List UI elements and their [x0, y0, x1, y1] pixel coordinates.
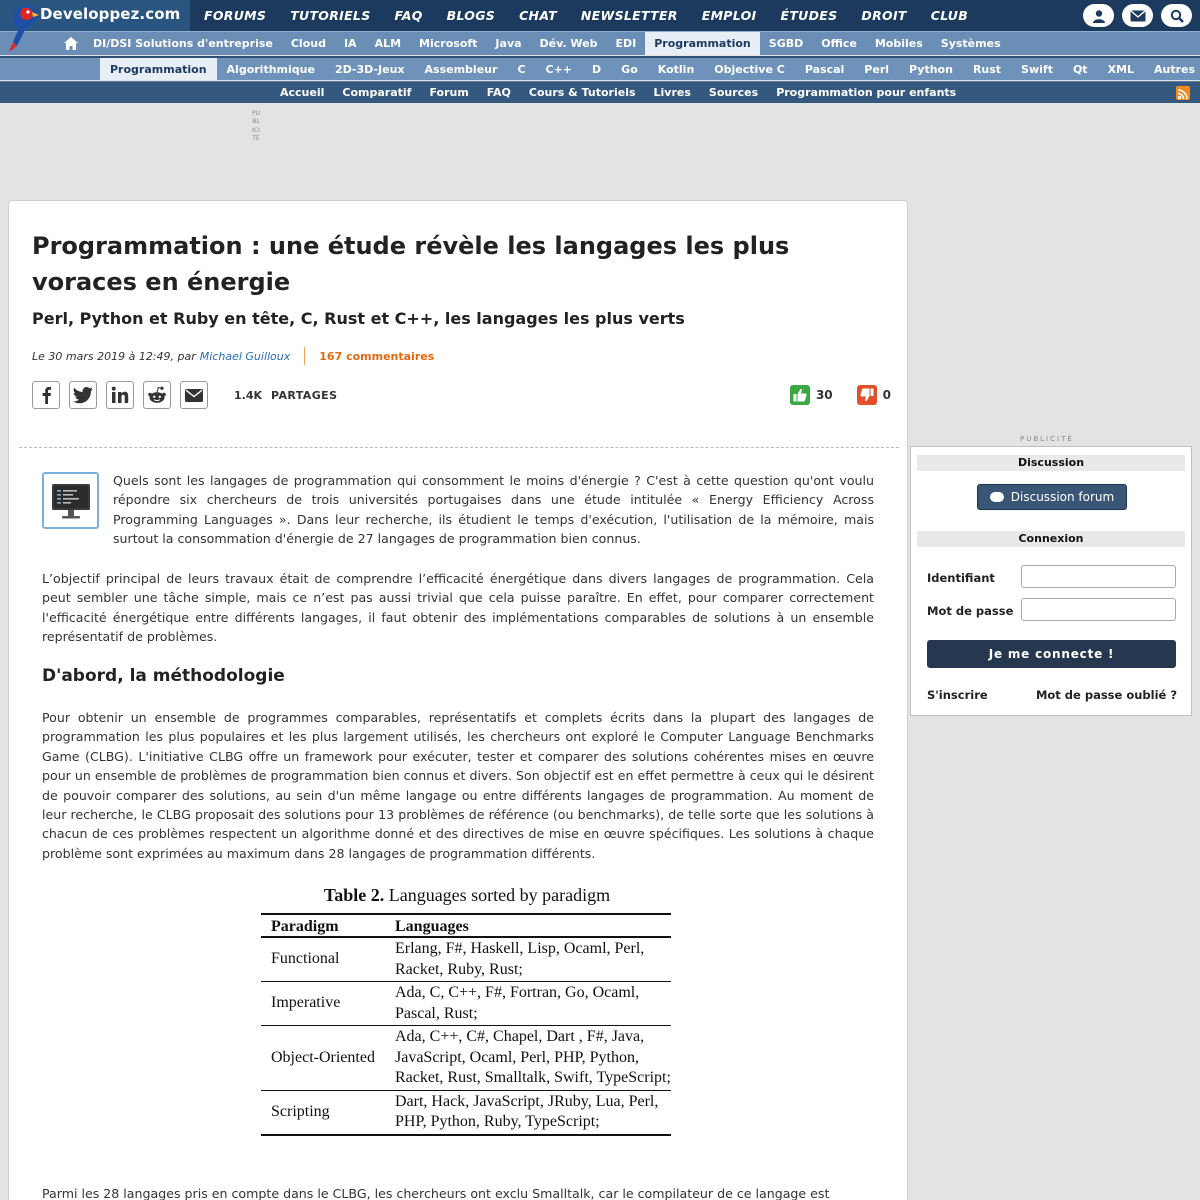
nav-section-forum[interactable]: Forum — [429, 86, 469, 99]
nav-category-edi[interactable]: EDI — [615, 37, 637, 50]
comments-link[interactable]: 167 commentaires — [319, 349, 435, 363]
identifiant-label: Identifiant — [927, 571, 995, 585]
nav-category-alm[interactable]: ALM — [374, 37, 402, 50]
reddit-share-button[interactable] — [143, 381, 171, 409]
sidebar-panel — [910, 446, 1192, 716]
article-paragraph: Pour obtenir un ensemble de programmes comparables, représentatifs et complets écrits dans la plupart des langages de programmation les plus populaires et les plus largement utilisés, les chercheurs ont exploré le Computer Language Benchmarks Game (CLBG). L'initiative CLBG offre un framework pour exécuter, tester et comparer des solutions cohérentes mises en œuvre pour un ensemble de problèmes de programmation bien connus et divers. Son objectif est en effet permettre à ceux qui le désirent de pouvoir comparer des solutions, au sein d'un même langage ou entre différents langages de programmation. Au moment de leur recherche, le CLBG proposait des solutions pour 13 problèmes de référence (ou benchmarks), de telle sorte que les solutions à chacun de ces problèmes respectent un algorithme donné et des directives de mise en œuvre spécifiques. Les solutions à chaque problème sont exprimées au maximum dans 28 langages de programmation différents. — [42, 710, 874, 861]
paradigm-table-figure — [261, 885, 673, 1136]
author-link[interactable]: Michael Guilloux — [199, 349, 291, 363]
nav-category-java[interactable]: Java — [495, 37, 522, 50]
top-nav-newsletter[interactable]: NEWSLETTER — [580, 8, 678, 23]
sidebar-ad-label: PUBLICITÉ — [1020, 435, 1074, 443]
nav-language-rust[interactable]: Rust — [972, 62, 1002, 76]
table-row — [261, 982, 671, 1026]
linkedin-icon — [111, 386, 129, 404]
article-paragraph: L’objectif principal de leurs travaux était de comprendre l’efficacité énergétique dans divers langages de programmation. Cela peut sembler une tâche simple, mais ce n’est pas aussi trivial que cela puisse paraître. En effet, pour comparer correctement l'efficacité énergétique entre différents langages, il faut obtenir des implémentations comparables de solutions à un ensemble représentatif de problèmes. — [42, 571, 874, 645]
nav-language-d[interactable]: D — [592, 62, 602, 76]
table-row — [261, 1090, 671, 1135]
search-icon[interactable] — [1161, 4, 1192, 27]
discussion-header: Discussion — [917, 455, 1185, 471]
section-heading: D'abord, la méthodologie — [42, 666, 285, 686]
figure-caption — [261, 885, 673, 906]
article-paragraph: Parmi les 28 langages pris en compte dans le CLBG, les chercheurs ont exclu Smalltalk, car le compilateur de ce langage est — [42, 1186, 830, 1200]
computer-screen-icon — [42, 472, 99, 529]
language-nav — [0, 56, 1200, 80]
identifiant-input[interactable] — [1021, 565, 1176, 588]
meta-separator — [304, 347, 305, 365]
nav-category-cloud[interactable]: Cloud — [290, 37, 326, 50]
paradigm-table — [261, 913, 671, 1136]
brand-name[interactable]: Developpez.com — [40, 5, 181, 23]
nav-section-sources[interactable]: Sources — [708, 86, 759, 99]
reddit-icon — [147, 386, 167, 404]
password-input[interactable] — [1021, 598, 1176, 621]
nav-language-go[interactable]: Go — [621, 62, 638, 76]
languages-cell: Ada, C, C++, F#, Fortran, Go, Ocaml, Pascal, Rust; — [385, 982, 671, 1026]
article-meta — [32, 347, 434, 365]
table-header: Languages — [385, 914, 671, 937]
languages-cell: Dart, Hack, JavaScript, JRuby, Lua, Perl, PHP, Python, Ruby, TypeScript; — [395, 1092, 659, 1130]
article-intro: Quels sont les langages de programmation qui consomment le moins d'énergie ? C'est à cette question qu'ont voulu répondre six chercheurs de trois universités portugaises dans une étude intitulée « Energy Efficiency Across Programming Languages ». Dans leur recherche, ils étudient le temps d'exécution, l'utilisation de la mémoire, mais surtout la consommation d'énergie de 27 langages de programmation bien connus. — [113, 473, 874, 547]
nav-language-objective-c[interactable]: Objective C — [714, 62, 785, 76]
nav-section-comparatif[interactable]: Comparatif — [342, 86, 412, 99]
nav-language-pascal[interactable]: Pascal — [804, 62, 845, 76]
user-account-icon[interactable] — [1083, 4, 1114, 27]
top-nav-faq[interactable]: FAQ — [394, 8, 423, 23]
top-nav-blogs[interactable]: BLOGS — [446, 8, 496, 23]
twitter-icon — [73, 387, 93, 404]
ad-label: PUBLICITÉ — [252, 110, 261, 143]
twitter-share-button[interactable] — [69, 381, 97, 409]
email-share-button[interactable] — [180, 381, 208, 409]
nav-language-qt[interactable]: Qt — [1072, 62, 1088, 76]
nav-language-swift[interactable]: Swift — [1021, 62, 1053, 76]
article-card — [8, 200, 908, 1200]
paradigm-cell: Scripting — [271, 1102, 330, 1120]
table-header: Paradigm — [261, 914, 385, 937]
parrot-logo-icon[interactable] — [3, 2, 47, 54]
upvote-count: 30 — [815, 388, 833, 402]
table-row — [261, 1026, 671, 1091]
nav-category-sgbd[interactable]: SGBD — [768, 37, 804, 50]
rss-feed-icon[interactable] — [1176, 86, 1190, 100]
nav-section-livres[interactable]: Livres — [653, 86, 691, 99]
facebook-share-button[interactable] — [32, 381, 60, 409]
languages-cell: Ada, C++, C#, Chapel, Dart , F#, Java, JavaScript, Ocaml, Perl, PHP, Python, Racket, Rust, Smalltalk, Swift, TypeScript; — [385, 1026, 671, 1091]
share-count: 1.4K — [234, 388, 263, 402]
nav-language-perl[interactable]: Perl — [864, 62, 890, 76]
votes — [790, 385, 891, 405]
forgot-password-link[interactable]: Mot de passe oublié ? — [1035, 688, 1177, 702]
thumbs-up-icon[interactable] — [790, 385, 810, 405]
table-row — [261, 937, 671, 982]
figure-caption-label: Table 2. — [323, 885, 385, 905]
nav-category-programmation[interactable]: Programmation — [645, 32, 760, 55]
share-label: PARTAGES — [271, 388, 338, 402]
nav-category-mobiles[interactable]: Mobiles — [874, 37, 923, 50]
nav-language-assembleur[interactable]: Assembleur — [424, 62, 498, 76]
nav-category-di-dsi-solutions-d-entreprise[interactable]: DI/DSI Solutions d'entreprise — [93, 37, 273, 50]
facebook-icon — [39, 386, 53, 404]
top-nav-tutoriels[interactable]: TUTORIELS — [290, 8, 371, 23]
paradigm-cell: Object-Oriented — [261, 1026, 385, 1091]
article-subtitle: Perl, Python et Ruby en tête, C, Rust et C++, les langages les plus verts — [32, 309, 685, 328]
connexion-header: Connexion — [917, 531, 1185, 547]
paradigm-cell: Functional — [261, 937, 385, 982]
nav-category-ia[interactable]: IA — [343, 37, 357, 50]
top-bar — [0, 0, 1200, 31]
logo-area[interactable] — [0, 0, 190, 31]
discussion-forum-label: Discussion forum — [1010, 490, 1115, 504]
nav-language-python[interactable]: Python — [909, 62, 953, 76]
nav-language-kotlin[interactable]: Kotlin — [657, 62, 695, 76]
top-nav — [192, 0, 980, 31]
speech-bubble-icon — [990, 492, 1004, 502]
nav-language-algorithmique[interactable]: Algorithmique — [226, 62, 315, 76]
nav-language-2d-3d-jeux[interactable]: 2D-3D-Jeux — [334, 62, 405, 76]
top-nav-forums[interactable]: FORUMS — [204, 8, 267, 23]
nav-section-programmation-pour-enfants[interactable]: Programmation pour enfants — [776, 86, 957, 99]
home-icon[interactable] — [58, 32, 84, 55]
top-icons — [1083, 4, 1192, 27]
nav-category-office[interactable]: Office — [821, 37, 857, 50]
languages-cell: Erlang, F#, Haskell, Lisp, Ocaml, Perl, Racket, Ruby, Rust; — [385, 937, 671, 982]
nav-language-c++[interactable]: C++ — [545, 62, 573, 76]
nav-category-syst-mes[interactable]: Systèmes — [940, 37, 1001, 50]
article-title: Programmation : une étude révèle les langages les plus voraces en énergie — [32, 232, 790, 296]
article-date: Le 30 mars 2019 à 12:49, par — [32, 349, 196, 363]
top-nav-droit[interactable]: DROIT — [861, 8, 907, 23]
linkedin-share-button[interactable] — [106, 381, 134, 409]
paradigm-cell: Imperative — [261, 982, 385, 1026]
nav-category-microsoft[interactable]: Microsoft — [419, 37, 478, 50]
login-button[interactable]: Je me connecte ! — [927, 640, 1176, 668]
nav-category-d-v-web[interactable]: Dév. Web — [539, 37, 598, 50]
envelope-icon — [185, 389, 203, 402]
thumbs-down-icon[interactable] — [857, 385, 877, 405]
nav-section-accueil[interactable]: Accueil — [280, 86, 325, 99]
signup-link[interactable]: S'inscrire — [927, 688, 988, 702]
password-label: Mot de passe — [927, 604, 1014, 618]
category-nav — [0, 31, 1200, 55]
top-nav-tudes[interactable]: ÉTUDES — [780, 8, 838, 23]
top-nav-club[interactable]: CLUB — [930, 8, 969, 23]
top-nav-chat[interactable]: CHAT — [519, 8, 557, 23]
figure-caption-text: Languages sorted by paradigm — [388, 885, 611, 905]
top-nav-emploi[interactable]: EMPLOI — [701, 8, 757, 23]
nav-section-cours-tutoriels[interactable]: Cours & Tutoriels — [528, 86, 636, 99]
nav-language-c[interactable]: C — [517, 62, 526, 76]
downvote-count: 0 — [882, 388, 891, 402]
nav-language-xml[interactable]: XML — [1107, 62, 1134, 76]
article-divider — [19, 447, 899, 448]
discussion-forum-button[interactable] — [977, 484, 1127, 510]
mail-icon[interactable] — [1122, 4, 1153, 27]
nav-section-faq[interactable]: FAQ — [486, 86, 511, 99]
section-nav — [0, 81, 1200, 103]
share-bar — [32, 381, 337, 409]
nav-language-autres[interactable]: Autres — [1154, 62, 1196, 76]
nav-language-programmation[interactable]: Programmation — [100, 58, 217, 80]
